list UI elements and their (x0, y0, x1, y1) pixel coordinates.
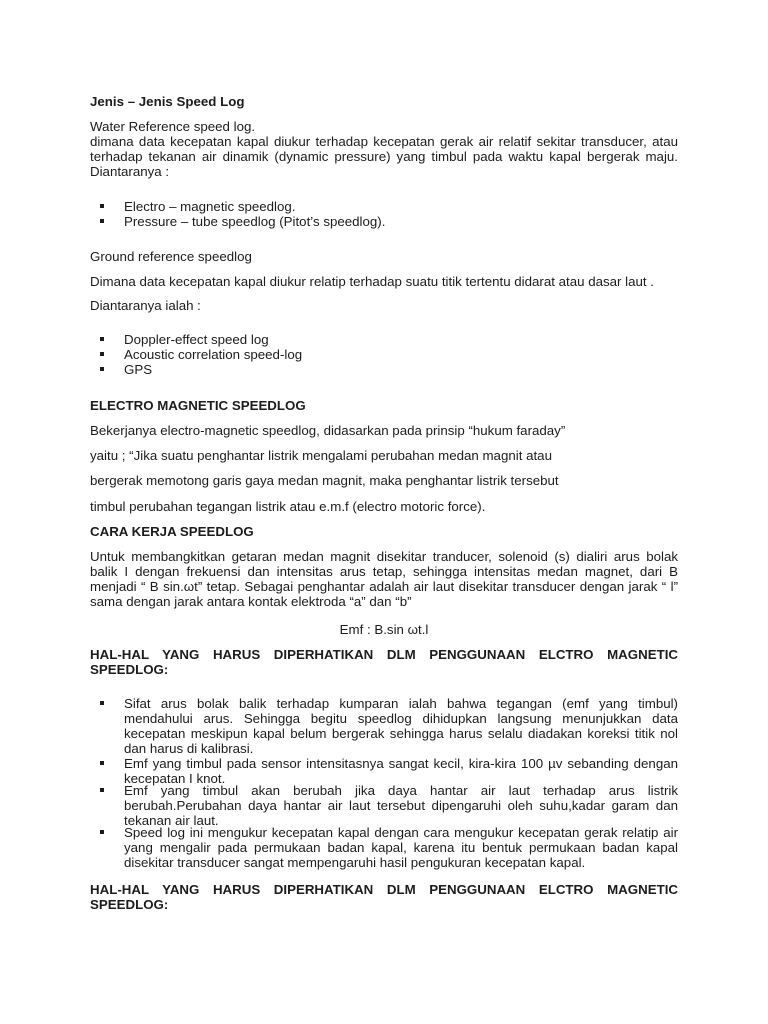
bullet-icon (100, 830, 104, 834)
bullet-icon (100, 701, 104, 705)
bullet-icon (100, 219, 104, 223)
doc-title: Jenis – Jenis Speed Log (90, 94, 245, 109)
list-item: Emf yang timbul akan berubah jika daya hantar air laut terhadap arus listrik berubah.Perubahan daya hantar air laut tersebut dipengaruhi oleh suhu,kadar garam dan tekanan air laut. (98, 783, 678, 828)
cara-kerja-paragraph: Untuk membangkitkan getaran medan magnit disekitar tranducer, solenoid (s) dialiri arus bolak balik I dengan frekuensi dan intensitas arus tetap, sehingga intensitas medan magnet, dari B menjadi “ B sin.ωt” tetap. Sebagai penghantar adalah air laut disekitar transducer dengan jarak “ l” sama dengan jarak antara kontak elektroda “a” dan “b” (90, 549, 678, 609)
bullet-icon (100, 367, 104, 371)
bullet-icon (100, 352, 104, 356)
ground-reference-list (98, 332, 678, 377)
ground-reference-paragraph: Dimana data kecepatan kapal diukur relatip terhadap suatu titik tertentu didarat atau dasar laut . (90, 274, 654, 289)
water-reference-heading: Water Reference speed log. (90, 119, 256, 134)
list-item: Speed log ini mengukur kecepatan kapal dengan cara mengukur kecepatan gerak relatip air yang mengalir pada permukaan badan kapal, karena itu bentuk permukaan badan kapal disekitar transducer sangat mempengaruhi hasil pengukuran kecepatan kapal. (98, 825, 678, 870)
bullet-icon (100, 337, 104, 341)
list-item: Acoustic correlation speed-log (98, 347, 678, 362)
ground-reference-heading: Ground reference speedlog (90, 249, 252, 264)
electro-line-4: timbul perubahan tegangan listrik atau e.m.f (electro motoric force). (90, 499, 486, 514)
electro-line-3: bergerak memotong garis gaya medan magnit, maka penghantar listrik tersebut (90, 473, 559, 488)
hal-hal-heading-repeat: HAL-HAL YANG HARUS DIPERHATIKAN DLM PENGGUNAAN ELCTRO MAGNETIC SPEEDLOG: (90, 882, 678, 912)
water-reference-list (98, 199, 678, 229)
list-item: Sifat arus bolak balik terhadap kumparan ialah bahwa tegangan (emf yang timbul) mendahului arus. Sehingga begitu speedlog dihidupkan langsung menunjukkan data kecepatan meskipun kapal belum bergerak sehingga harus selalu diadakan koreksi titik nol dan harus di kalibrasi. (98, 696, 678, 756)
list-item: Emf yang timbul pada sensor intensitasnya sangat kecil, kira-kira 100 µv sebanding dengan kecepatan I knot. (98, 756, 678, 786)
hal-hal-list-c (98, 825, 678, 870)
bullet-icon (100, 761, 104, 765)
hal-hal-list-a (98, 696, 678, 786)
electro-magnetic-heading: ELECTRO MAGNETIC SPEEDLOG (90, 398, 306, 413)
list-item: Pressure – tube speedlog (Pitot’s speedlog). (98, 214, 678, 229)
bullet-icon (100, 204, 104, 208)
list-item: GPS (98, 362, 678, 377)
cara-kerja-heading: CARA KERJA SPEEDLOG (90, 524, 254, 539)
ground-reference-intro: Diantaranya ialah : (90, 298, 201, 313)
bullet-icon (100, 788, 104, 792)
hal-hal-heading: HAL-HAL YANG HARUS DIPERHATIKAN DLM PENGGUNAAN ELCTRO MAGNETIC SPEEDLOG: (90, 647, 678, 677)
list-item: Electro – magnetic speedlog. (98, 199, 678, 214)
emf-formula: Emf : B.sin ωt.l (339, 622, 429, 637)
water-reference-paragraph: dimana data kecepatan kapal diukur terhadap kecepatan gerak air relatif sekitar transducer, atau terhadap tekanan air dinamik (dynamic pressure) yang timbul pada waktu kapal bergerak maju. Diantaranya : (90, 134, 678, 179)
list-item: Doppler-effect speed log (98, 332, 678, 347)
hal-hal-list-b (98, 783, 678, 828)
electro-line-2: yaitu ; “Jika suatu penghantar listrik mengalami perubahan medan magnit atau (90, 448, 552, 463)
electro-line-1: Bekerjanya electro-magnetic speedlog, didasarkan pada prinsip “hukum faraday” (90, 423, 566, 438)
